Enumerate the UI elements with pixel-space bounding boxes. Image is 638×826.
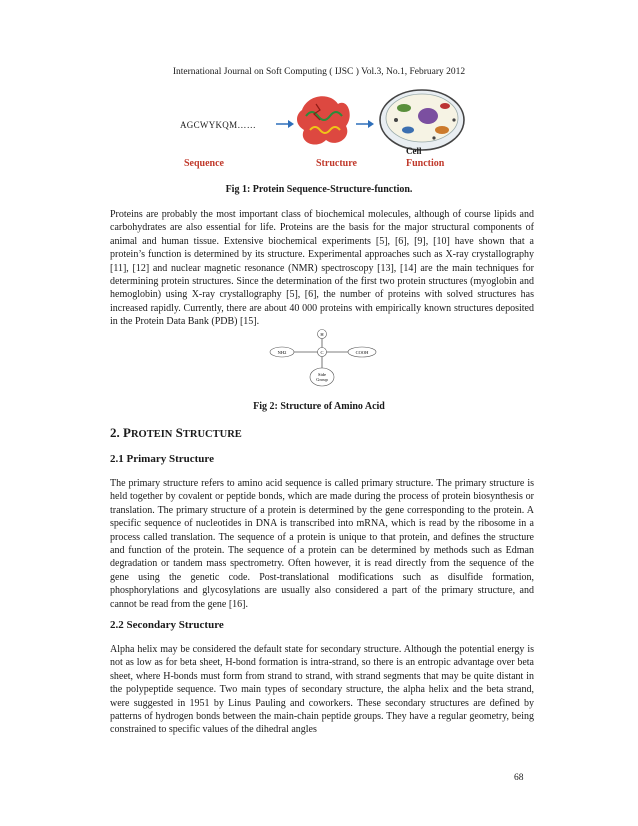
section-2-2-heading: 2.2 Secondary Structure: [110, 619, 224, 631]
arrow-right-icon: [276, 120, 294, 128]
amino-acid-diagram: [262, 328, 382, 390]
journal-header: International Journal on Soft Computing ( IJSC ) Vol.3, No.1, February 2012: [172, 67, 466, 77]
amine-label: NH2: [277, 350, 287, 355]
carboxyl-label: COOH: [355, 350, 369, 355]
sequence-text: AGCWYKQM……: [180, 120, 256, 130]
sequence-label: Sequence: [184, 158, 224, 169]
cell-icon: [380, 90, 464, 150]
title-rest-protein: ROTEIN: [130, 429, 173, 440]
section-number: 2.: [110, 425, 120, 440]
secondary-structure-paragraph: Alpha helix may be considered the default state for secondary structure. Although the potential energy is not as low as for beta sheet, H-bond formation is intra-strand, so there is an entropic advantage over beta sheet, where H-bonds must form from strand to strand, with strand segments that may be quite distant in the polypeptide sequence. Two main types of secondary structure, the alpha helix and the beta strand, were suggested in 1951 by Linus Pauling and coworkers. These secondary structures are defined by patterns of hydrogen bonds between the main-chain peptide groups. They have a regular geometry, being constrained to specific values of the dihedral angles: [110, 644, 534, 736]
title-initial-s: S: [175, 425, 183, 440]
function-label: Function: [406, 158, 445, 169]
intro-paragraph: Proteins are probably the most important class of biochemical molecules, although of course lipids and carbohydrates are also essential for life. Proteins are the basis for the major structural components of animal and human tissue. Extensive biochemical experiments [5], [6], [9], [10] have shown that a protein’s function is determined by its structure. Experimental approaches such as X-ray crystallography [11], [12] and nuclear magnetic resonance (NMR) spectroscopy [13], [14] are the main techniques for determining protein structures. Since the determination of the first two protein structures (myoglobin and hemoglobin) using X-ray crystallography [5], [6], the number of proteins with solved structures has increased rapidly. Currently, there are about 40 000 proteins with empirically known structures deposited in the Protein Data Bank (PDB) [15].: [110, 209, 534, 328]
section-2-heading: [110, 425, 242, 441]
protein-structure-icon: [297, 96, 350, 144]
cell-label: Cell: [406, 146, 422, 156]
figure-1-caption: Fig 1: Protein Sequence-Structure-function.: [225, 184, 413, 195]
section-2-1-heading: 2.1 Primary Structure: [110, 453, 214, 465]
side-group-label-1: Side: [317, 372, 327, 377]
primary-structure-paragraph: The primary structure refers to amino acid sequence is called primary structure. The primary structure is held together by covalent or peptide bonds, which are made during the process of protein biosynthesis or translation. The primary structure of a protein is determined by the gene corresponding to the protein. A specific sequence of nucleotides in DNA is transcribed into mRNA, which is read by the ribosome in a process called translation. The sequence of a protein is unique to that protein, and defines the structure and function of the protein. The sequence of a protein can be determined by methods such as Edman degradation or tandem mass spectrometry. Often however, it is read directly from the sequence of the gene using the genetic code. Post-translational modifications such as disulfide formation, phosphorylations and glycosylations are usually also considered a part of the primary structure, and cannot be read from the gene [16].: [110, 478, 534, 610]
atom-h-label: H: [320, 332, 324, 337]
figure-1: [170, 82, 500, 174]
arrow-right-icon: [356, 120, 374, 128]
title-initial-p: P: [123, 425, 131, 440]
side-group-label-2: Group: [316, 377, 328, 382]
structure-label: Structure: [316, 158, 357, 169]
figure-2: [262, 328, 382, 390]
title-rest-structure: TRUCTURE: [182, 429, 242, 440]
page-number: 68: [514, 773, 524, 783]
carbon-label: C: [320, 350, 324, 355]
figure-2-caption: Fig 2: Structure of Amino Acid: [253, 401, 385, 412]
